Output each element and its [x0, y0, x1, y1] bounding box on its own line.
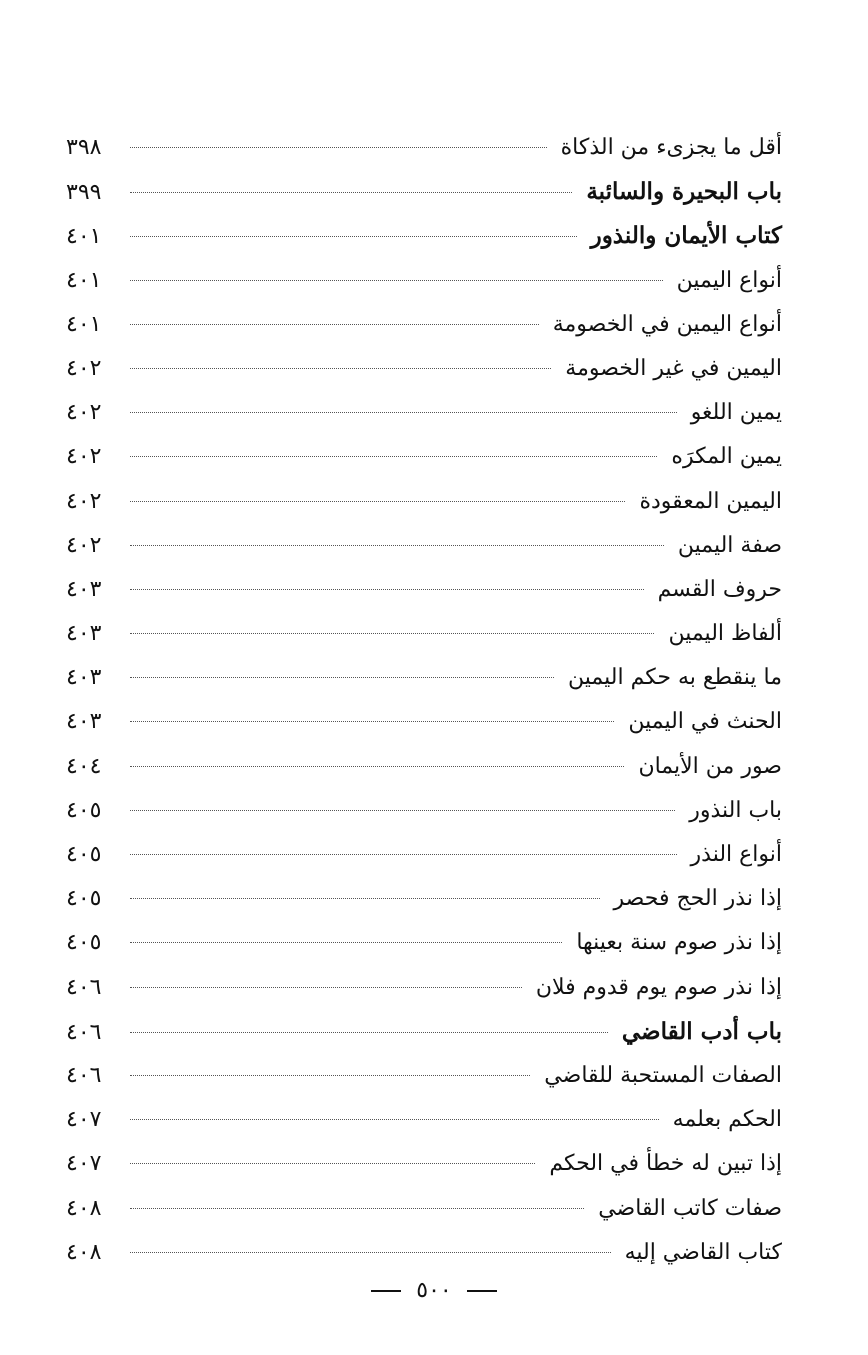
toc-entry-page-number: ٤٠٤	[66, 753, 102, 779]
dot-leader	[130, 1075, 530, 1076]
toc-entry	[66, 568, 782, 612]
toc-entry-page-number: ٤٠٢	[66, 444, 102, 470]
toc-entry	[66, 1231, 782, 1275]
toc-entry-page-number: ٤٠٦	[66, 1062, 102, 1088]
toc-entry-page-number: ٤٠٦	[66, 974, 102, 1000]
toc-entry-title: الصفات المستحبة للقاضي	[544, 1062, 782, 1088]
dot-leader	[130, 236, 577, 237]
toc-entry-page-number: ٤٠٣	[66, 665, 102, 691]
toc-entry-title: كتاب الأيمان والنذور	[590, 222, 782, 250]
toc-entry	[66, 126, 782, 170]
toc-entry-page-number: ٤٠٨	[66, 1239, 102, 1265]
dot-leader	[130, 721, 614, 722]
toc-entry-title: أنواع اليمين	[676, 267, 782, 293]
toc-entry	[66, 612, 782, 656]
toc-entry-title: أنواع النذر	[690, 842, 782, 867]
toc-section-heading	[66, 214, 782, 258]
toc-entry	[66, 789, 782, 833]
toc-entry-page-number: ٤٠٥	[66, 842, 102, 867]
toc-entry-title: ما ينقطع به حكم اليمين	[568, 665, 782, 691]
toc-entry-title: إذا نذر صوم سنة بعينها	[576, 930, 782, 956]
dot-leader	[130, 192, 572, 193]
dot-leader	[130, 810, 675, 811]
toc-entry-title: اليمين المعقودة	[639, 488, 782, 514]
toc-entry-title: يمين المكرَه	[671, 444, 782, 470]
toc-entry-title: الحكم بعلمه	[672, 1107, 782, 1133]
toc-entry-title: صور من الأيمان	[638, 753, 782, 779]
toc-entry-page-number: ٤٠٧	[66, 1151, 102, 1177]
toc-entry-page-number: ٤٠٨	[66, 1195, 102, 1221]
toc-entry	[66, 1187, 782, 1231]
toc-entry-title: حروف القسم	[657, 576, 782, 602]
dot-leader	[130, 1252, 611, 1253]
dot-leader	[130, 412, 677, 413]
toc-entry-page-number: ٣٩٨	[66, 135, 102, 160]
toc-entry-title: اليمين في غير الخصومة	[565, 355, 782, 381]
toc-entry	[66, 745, 782, 789]
toc-entry-title: يمين اللغو	[690, 400, 782, 426]
dot-leader	[130, 501, 625, 502]
dot-leader	[130, 854, 677, 855]
toc-entry-title: إذا تبين له خطأ في الحكم	[549, 1151, 782, 1177]
dot-leader	[130, 1163, 535, 1164]
toc-entry-page-number: ٤٠٢	[66, 400, 102, 426]
page-number: ٥٠٠	[416, 1278, 452, 1303]
toc-entry-page-number: ٤٠٣	[66, 576, 102, 602]
toc-entry	[66, 1098, 782, 1142]
dot-leader	[130, 677, 554, 678]
toc-entry	[66, 966, 782, 1010]
dot-leader	[130, 545, 664, 546]
toc-section-heading	[66, 1010, 782, 1054]
dot-leader	[130, 766, 624, 767]
folio-dash-left	[371, 1290, 401, 1292]
toc-entry-page-number: ٣٩٩	[66, 180, 102, 206]
toc-entry-page-number: ٤٠٢	[66, 532, 102, 558]
dot-leader	[130, 898, 600, 899]
toc-entry	[66, 1054, 782, 1098]
toc-entry	[66, 347, 782, 391]
toc-entry-title: باب البحيرة والسائبة	[586, 178, 782, 206]
toc-entry-title: صفة اليمين	[677, 532, 782, 558]
toc-entry	[66, 656, 782, 700]
page-number-footer	[0, 1278, 868, 1303]
dot-leader	[130, 456, 657, 457]
dot-leader	[130, 280, 663, 281]
toc-entry	[66, 524, 782, 568]
toc-entry-title: صفات كاتب القاضي	[598, 1195, 782, 1221]
dot-leader	[130, 1208, 584, 1209]
toc-entry-title: باب النذور	[689, 797, 782, 823]
dot-leader	[130, 324, 539, 325]
toc-entry	[66, 833, 782, 877]
dot-leader	[130, 589, 644, 590]
toc-entry-page-number: ٤٠٣	[66, 621, 102, 647]
dot-leader	[130, 942, 562, 943]
toc-entry-page-number: ٤٠٢	[66, 488, 102, 514]
toc-entry	[66, 259, 782, 303]
toc-entry-title: الحنث في اليمين	[628, 709, 782, 735]
toc-entry-page-number: ٤٠٥	[66, 797, 102, 823]
toc-entry	[66, 303, 782, 347]
toc-entry-page-number: ٤٠٦	[66, 1019, 102, 1045]
toc-entry-page-number: ٤٠٢	[66, 355, 102, 381]
toc-entry-title: ألفاظ اليمين	[668, 621, 782, 647]
dot-leader	[130, 1119, 659, 1120]
toc-entry	[66, 877, 782, 921]
toc-entry-page-number: ٤٠٣	[66, 709, 102, 735]
toc-entry-title: أنواع اليمين في الخصومة	[552, 311, 782, 337]
toc-entry-page-number: ٤٠٥	[66, 886, 102, 912]
toc-entry-page-number: ٤٠١	[66, 267, 102, 293]
toc-entry	[66, 921, 782, 965]
toc-entry-page-number: ٤٠٧	[66, 1107, 102, 1133]
toc-entry	[66, 391, 782, 435]
dot-leader	[130, 987, 522, 988]
table-of-contents	[66, 126, 782, 1275]
toc-entry-title: كتاب القاضي إليه	[624, 1239, 782, 1265]
toc-entry-title: أقل ما يجزىء من الذكاة	[560, 135, 782, 160]
toc-entry	[66, 435, 782, 479]
toc-section-heading	[66, 170, 782, 214]
toc-entry-title: إذا نذر الحج فحصر	[613, 886, 782, 912]
dot-leader	[130, 368, 551, 369]
folio-dash-right	[467, 1290, 497, 1292]
toc-entry-title: إذا نذر صوم يوم قدوم فلان	[535, 974, 782, 1000]
dot-leader	[130, 633, 654, 634]
toc-entry	[66, 480, 782, 524]
dot-leader	[130, 1032, 608, 1033]
toc-entry	[66, 700, 782, 744]
toc-entry	[66, 1142, 782, 1186]
toc-entry-page-number: ٤٠٥	[66, 930, 102, 956]
dot-leader	[130, 147, 547, 148]
toc-entry-page-number: ٤٠١	[66, 311, 102, 337]
toc-entry-page-number: ٤٠١	[66, 224, 102, 250]
toc-entry-title: باب أدب القاضي	[621, 1017, 782, 1045]
